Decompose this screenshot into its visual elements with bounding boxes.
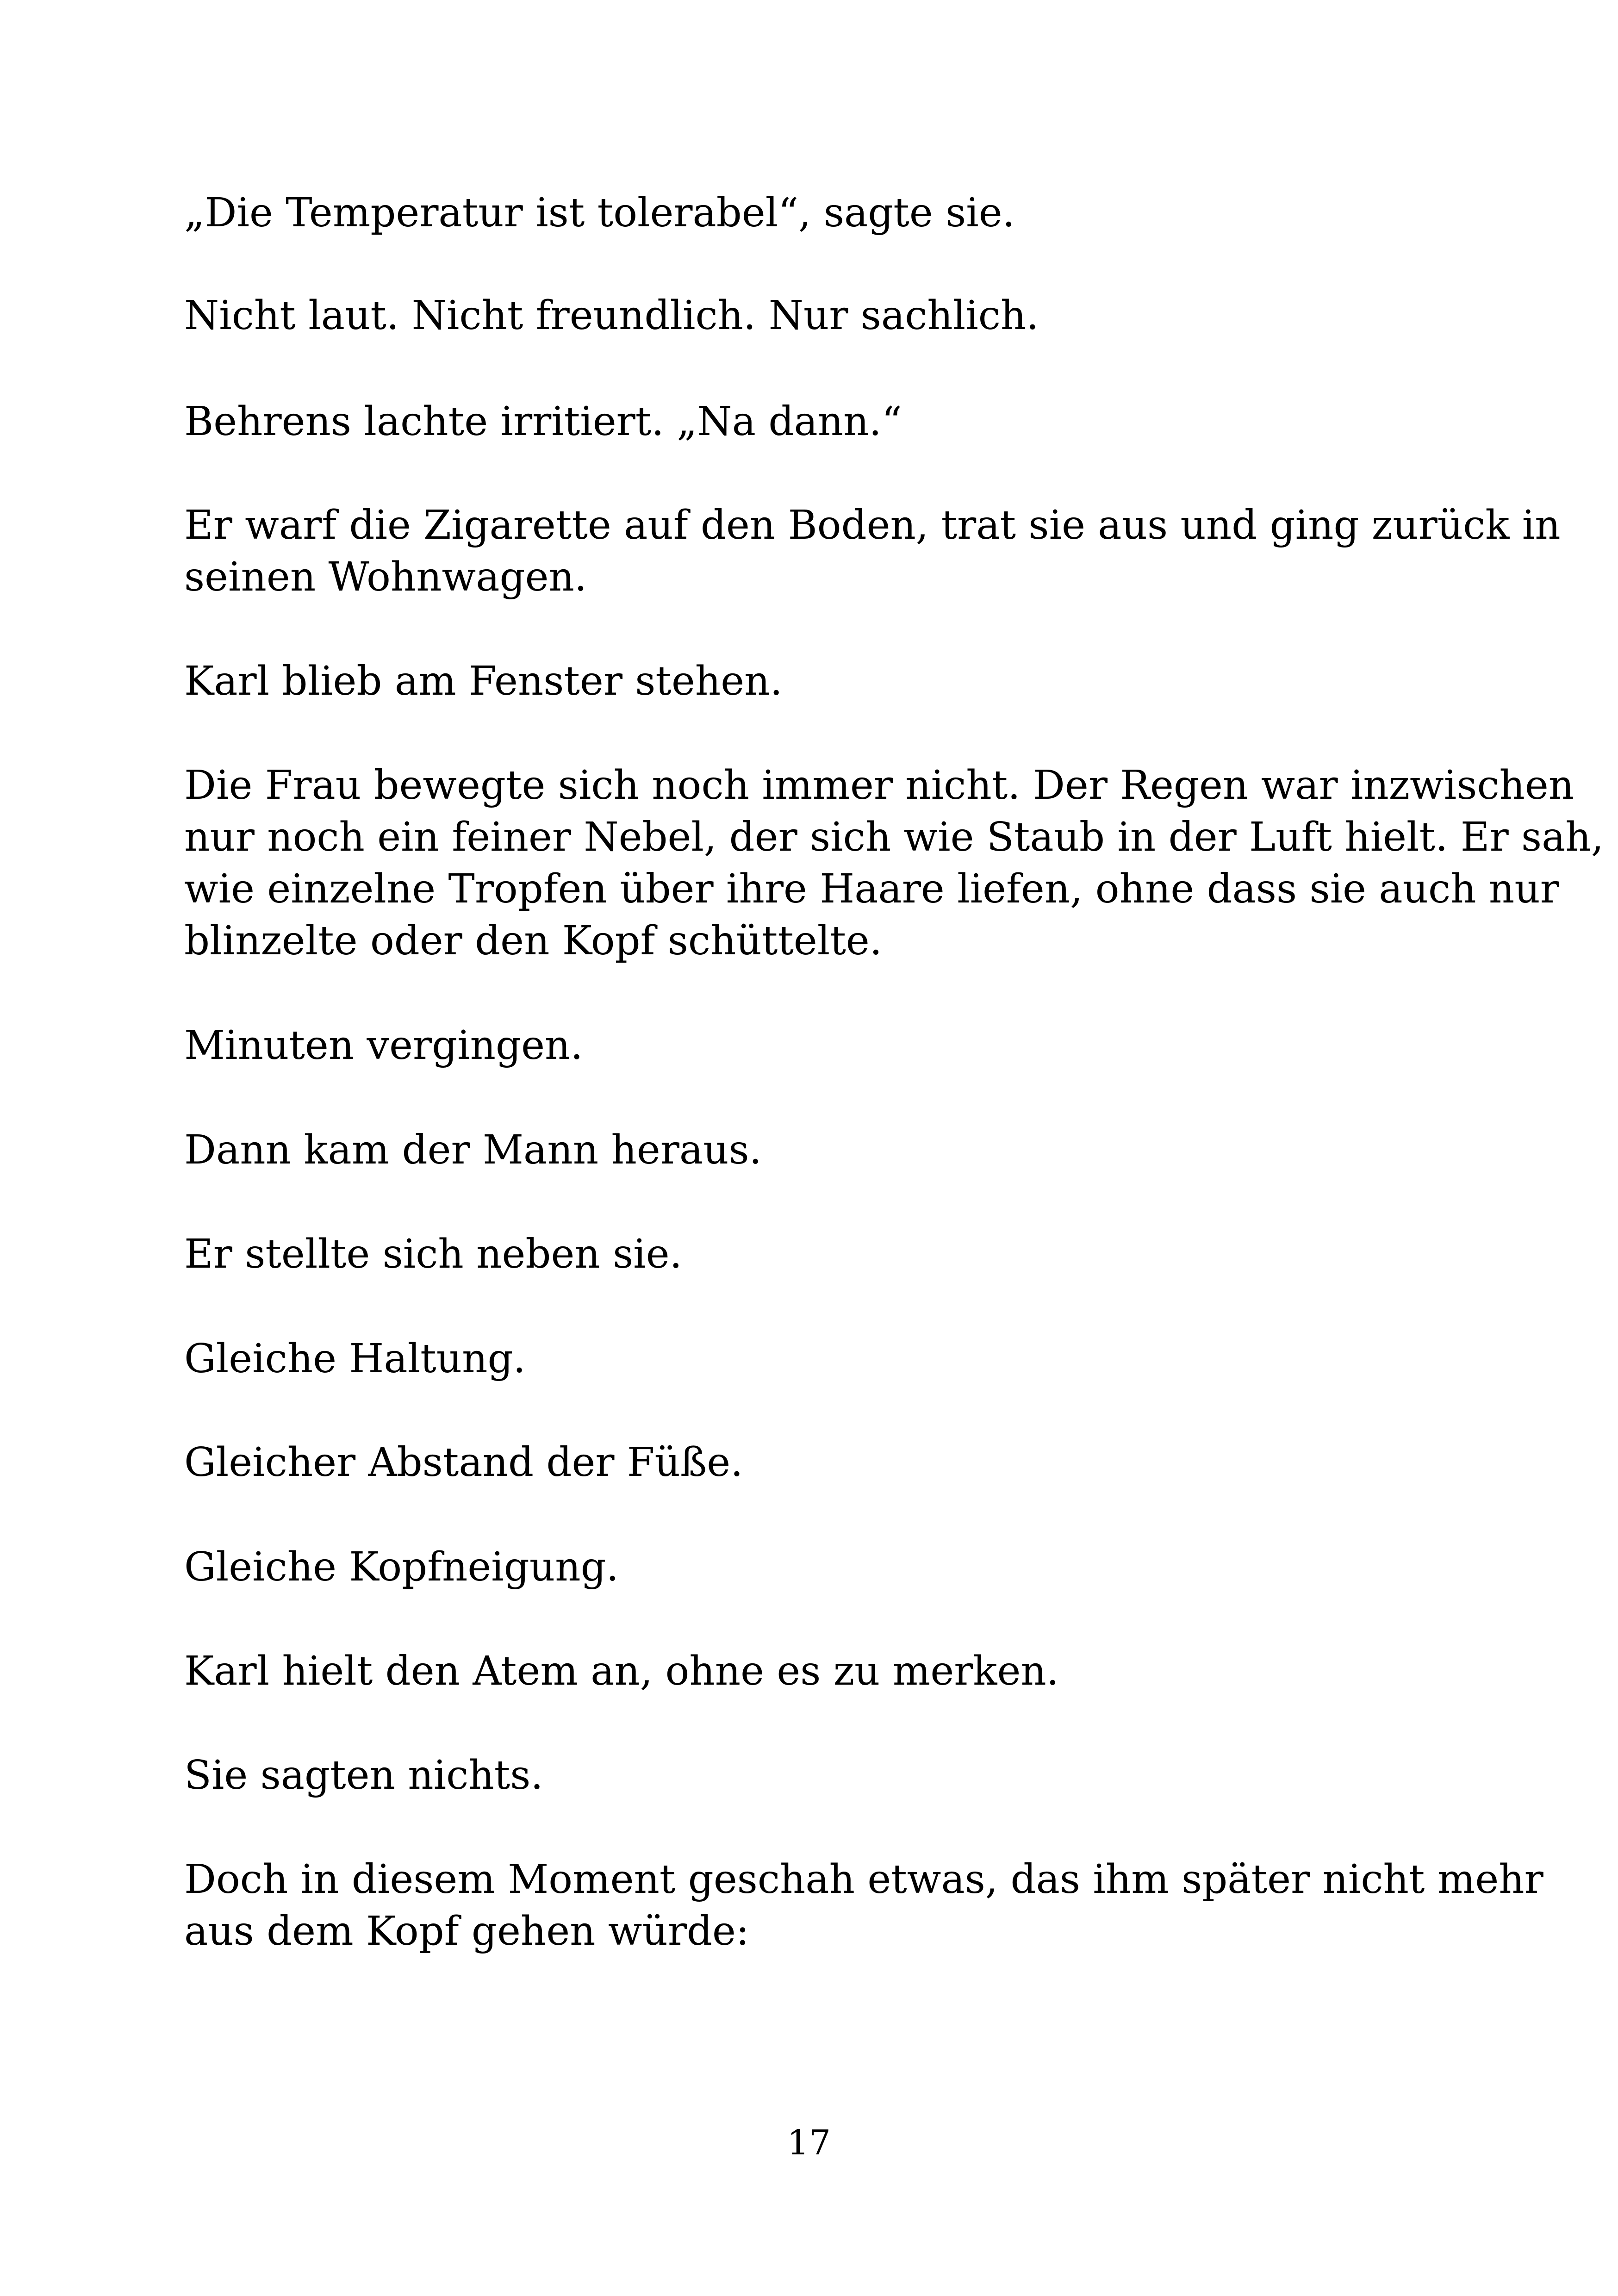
text-line: „Die Temperatur ist tolerabel“, sagte sie.: [184, 190, 1015, 236]
text-line: Minuten vergingen.: [184, 1022, 583, 1069]
text-line: Dann kam der Mann heraus.: [184, 1127, 762, 1173]
text-line: seinen Wohnwagen.: [184, 554, 587, 600]
page-number: 17: [787, 2123, 831, 2163]
paragraph: [184, 187, 1443, 239]
paragraph: [184, 396, 1443, 448]
paragraph: [184, 1645, 1443, 1697]
paragraph: [184, 499, 1561, 603]
text-line: nur noch ein feiner Nebel, der sich wie Staub in der Luft hielt. Er sah,: [184, 814, 1604, 860]
text-line: Gleiche Haltung.: [184, 1336, 526, 1382]
text-line: Behrens lachte irritiert. „Na dann.“: [184, 398, 902, 445]
paragraph: [184, 1228, 1443, 1280]
text-line: Sie sagten nichts.: [184, 1752, 543, 1798]
paragraph: [184, 1541, 1443, 1593]
text-line: aus dem Kopf gehen würde:: [184, 1908, 749, 1954]
paragraph: [184, 1854, 1543, 1957]
paragraph: [184, 1437, 1443, 1488]
text-line: Karl hielt den Atem an, ohne es zu merken.: [184, 1648, 1059, 1694]
text-line: blinzelte oder den Kopf schüttelte.: [184, 918, 883, 964]
text-line: Die Frau bewegte sich noch immer nicht. Der Regen war inzwischen: [184, 762, 1574, 809]
paragraph: [184, 655, 1443, 707]
text-line: Er stellte sich neben sie.: [184, 1231, 682, 1277]
text-line: Nicht laut. Nicht freundlich. Nur sachlich.: [184, 292, 1039, 339]
paragraph: [184, 1333, 1443, 1385]
text-line: wie einzelne Tropfen über ihre Haare liefen, ohne dass sie auch nur: [184, 866, 1559, 912]
paragraph: [184, 290, 1443, 342]
text-line: Gleicher Abstand der Füße.: [184, 1439, 743, 1486]
text-line: Er warf die Zigarette auf den Boden, trat sie aus und ging zurück in: [184, 502, 1561, 548]
paragraph: [184, 1124, 1443, 1176]
paragraph: [184, 759, 1604, 967]
paragraph: [184, 1020, 1443, 1071]
text-line: Doch in diesem Moment geschah etwas, das ihm später nicht mehr: [184, 1856, 1543, 1903]
text-line: Karl blieb am Fenster stehen.: [184, 658, 783, 704]
text-line: Gleiche Kopfneigung.: [184, 1544, 619, 1590]
paragraph: [184, 1749, 1443, 1801]
